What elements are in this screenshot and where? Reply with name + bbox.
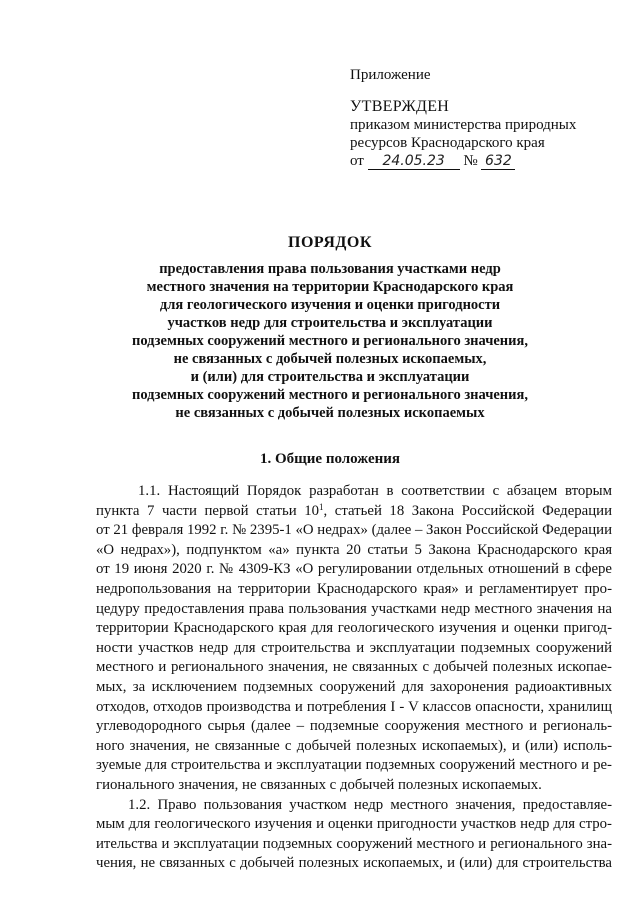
- text-line: [96, 502, 612, 522]
- order-line-2: ресурсов Краснодарского края: [350, 135, 545, 151]
- text-line: ности участков недр для строительства и эксплуатации подземных сооружений: [96, 639, 612, 656]
- paragraph-1-1: [96, 482, 612, 796]
- text-line: гионального значения, не связанных с добычей полезных ископаемых.: [96, 776, 542, 793]
- order-date-number-line: [350, 152, 620, 170]
- text-line: мым для геологического изучения и оценки пригодности участков недр для стро-: [96, 816, 612, 833]
- text-line: от 21 февраля 1992 г. № 2395-1 «О недрах» (далее – Закон Российской Федерации: [96, 522, 612, 539]
- attachment-label: Приложение: [350, 67, 431, 83]
- text-line: местного и регионального значения, не связанных с добычей полезных ископае-: [96, 659, 612, 676]
- text-line: чения, не связанных с добычей полезных ископаемых, и (или) для строительства: [96, 855, 612, 872]
- subtitle-line: участков недр для строительства и эксплуатации: [167, 315, 493, 331]
- text-line: территории Краснодарского края для геологического изучения и оценки пригод-: [96, 620, 612, 637]
- text-line: отходов, отходов производства и потребления I - V классов опасности, хранилищ: [96, 698, 612, 715]
- subtitle-line: не связанных с добычей полезных ископаемых: [175, 405, 485, 421]
- text-line: 1.2. Право пользования участком недр местного значения, предоставляе-: [128, 796, 612, 813]
- section-heading: 1. Общие положения: [259, 451, 401, 467]
- text-line: ительства и эксплуатации подземных сооружений местного и регионального зна-: [96, 835, 612, 852]
- text-line: «О недрах»), подпунктом «а» пункта 20 статьи 5 Закона Краснодарского края: [96, 541, 612, 558]
- body-text: [96, 482, 612, 874]
- subtitle-line: подземных сооружений местного и регионального значения,: [131, 333, 528, 349]
- handwritten-number: 632: [481, 154, 515, 170]
- text-line: 1.1. Настоящий Порядок разработан в соответствии с абзацем вторым: [138, 483, 612, 499]
- subtitle-line: предоставления права пользования участками недр: [159, 261, 501, 277]
- order-line-1: приказом министерства природных: [350, 117, 577, 133]
- approved-label: УТВЕРЖДЕН: [350, 98, 450, 115]
- paragraph-1-2: [96, 796, 612, 874]
- subtitle-line: местного значения на территории Краснодарского края: [146, 279, 514, 295]
- from-prefix: от: [350, 153, 364, 169]
- text-line: углеводородного сырья (далее – подземные сооружения местного и региональ-: [96, 718, 612, 735]
- subtitle-line: не связанных с добычей полезных ископаемых,: [173, 351, 487, 367]
- text-line: недропользования на территории Краснодарского края» и регламентирует про-: [96, 580, 612, 597]
- subtitle-line: и (или) для строительства и эксплуатации: [190, 369, 470, 385]
- text-line: ного значения, не связанные с добычей полезных ископаемых), и (или) исполь-: [96, 737, 612, 754]
- text-line: от 19 июня 2020 г. № 4309-КЗ «О регулировании отдельных отношений в сфере: [96, 561, 612, 578]
- number-prefix: №: [463, 153, 478, 169]
- subtitle-line: для геологического изучения и оценки пригодности: [159, 297, 501, 313]
- superscript: 1: [319, 501, 324, 512]
- document-title: ПОРЯДОК: [288, 234, 372, 251]
- subtitle-line: подземных сооружений местного и регионального значения,: [131, 387, 528, 403]
- document-title-block: [40, 234, 620, 422]
- text-line: цедуру предоставления права пользования участками недр местного значения на: [96, 600, 612, 617]
- handwritten-date: 24.05.23: [368, 154, 460, 170]
- approval-block: [350, 66, 620, 170]
- text-line: зуемые для строительства и эксплуатации подземных сооружений местного и ре-: [96, 757, 612, 774]
- text-fragment: пункта 7 части первой статьи 10: [96, 502, 320, 519]
- text-line: мых, за исключением подземных сооружений для захоронения радиоактивных: [96, 678, 612, 695]
- text-fragment: , статьей 18 Закона Российской Федерации: [323, 502, 613, 519]
